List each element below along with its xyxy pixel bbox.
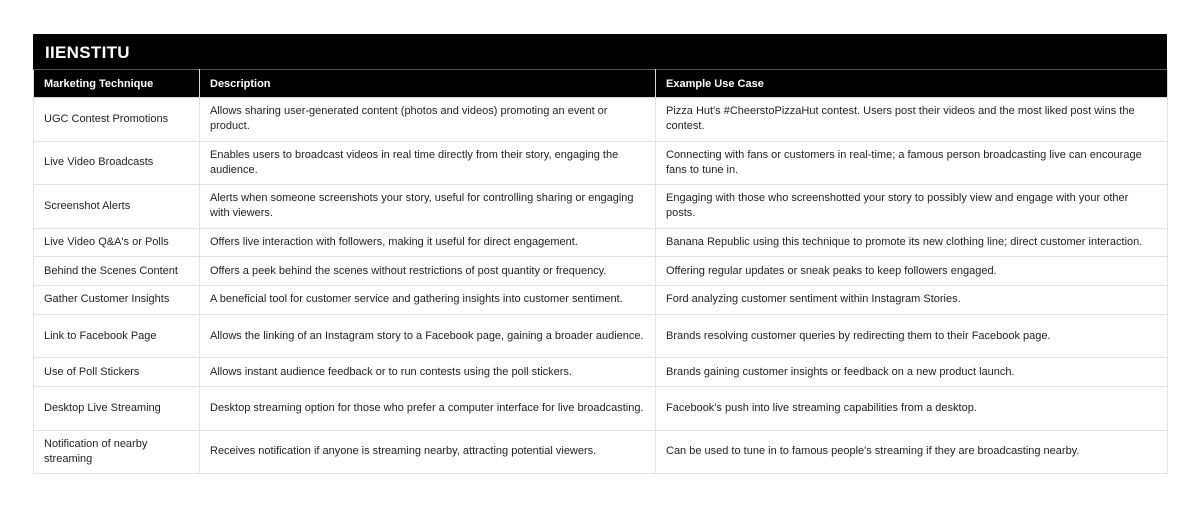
cell-description: Allows the linking of an Instagram story to a Facebook page, gaining a broader audience. xyxy=(200,314,656,358)
cell-description: Offers live interaction with followers, making it useful for direct engagement. xyxy=(200,228,656,257)
cell-description: Allows sharing user-generated content (photos and videos) promoting an event or product. xyxy=(200,98,656,142)
cell-description: Allows instant audience feedback or to run contests using the poll stickers. xyxy=(200,358,656,387)
cell-description: Receives notification if anyone is streaming nearby, attracting potential viewers. xyxy=(200,430,656,474)
table-row xyxy=(34,228,1168,257)
cell-technique: Notification of nearby streaming xyxy=(34,430,200,474)
table-row xyxy=(34,314,1168,358)
brand-title: IIENSTITU xyxy=(33,34,1167,69)
cell-technique: Behind the Scenes Content xyxy=(34,257,200,286)
marketing-techniques-table xyxy=(33,69,1168,474)
cell-example: Engaging with those who screenshotted your story to possibly view and engage with your other posts. xyxy=(656,185,1168,229)
cell-example: Offering regular updates or sneak peaks to keep followers engaged. xyxy=(656,257,1168,286)
cell-technique: Desktop Live Streaming xyxy=(34,387,200,431)
cell-technique: Gather Customer Insights xyxy=(34,286,200,315)
cell-example: Facebook's push into live streaming capabilities from a desktop. xyxy=(656,387,1168,431)
column-header-example: Example Use Case xyxy=(656,70,1168,98)
table-row xyxy=(34,98,1168,142)
table-row xyxy=(34,185,1168,229)
cell-technique: Link to Facebook Page xyxy=(34,314,200,358)
cell-technique: Screenshot Alerts xyxy=(34,185,200,229)
cell-description: Offers a peek behind the scenes without restrictions of post quantity or frequency. xyxy=(200,257,656,286)
cell-description: Desktop streaming option for those who prefer a computer interface for live broadcasting. xyxy=(200,387,656,431)
cell-technique: Live Video Broadcasts xyxy=(34,141,200,185)
cell-example: Banana Republic using this technique to promote its new clothing line; direct customer interaction. xyxy=(656,228,1168,257)
column-header-description: Description xyxy=(200,70,656,98)
table-row xyxy=(34,387,1168,431)
cell-example: Connecting with fans or customers in real-time; a famous person broadcasting live can encourage fans to tune in. xyxy=(656,141,1168,185)
cell-description: Enables users to broadcast videos in real time directly from their story, engaging the audience. xyxy=(200,141,656,185)
table-row xyxy=(34,358,1168,387)
table-row xyxy=(34,141,1168,185)
table-row xyxy=(34,430,1168,474)
table-row xyxy=(34,286,1168,315)
cell-example: Brands resolving customer queries by redirecting them to their Facebook page. xyxy=(656,314,1168,358)
cell-example: Brands gaining customer insights or feedback on a new product launch. xyxy=(656,358,1168,387)
cell-description: A beneficial tool for customer service and gathering insights into customer sentiment. xyxy=(200,286,656,315)
cell-technique: Live Video Q&A's or Polls xyxy=(34,228,200,257)
column-header-technique: Marketing Technique xyxy=(34,70,200,98)
header-row xyxy=(34,70,1168,98)
cell-technique: Use of Poll Stickers xyxy=(34,358,200,387)
cell-example: Pizza Hut's #CheerstoPizzaHut contest. Users post their videos and the most liked post wins the contest. xyxy=(656,98,1168,142)
cell-example: Can be used to tune in to famous people's streaming if they are broadcasting nearby. xyxy=(656,430,1168,474)
table-row xyxy=(34,257,1168,286)
cell-example: Ford analyzing customer sentiment within Instagram Stories. xyxy=(656,286,1168,315)
cell-description: Alerts when someone screenshots your story, useful for controlling sharing or engaging with viewers. xyxy=(200,185,656,229)
table-container xyxy=(33,34,1167,474)
cell-technique: UGC Contest Promotions xyxy=(34,98,200,142)
